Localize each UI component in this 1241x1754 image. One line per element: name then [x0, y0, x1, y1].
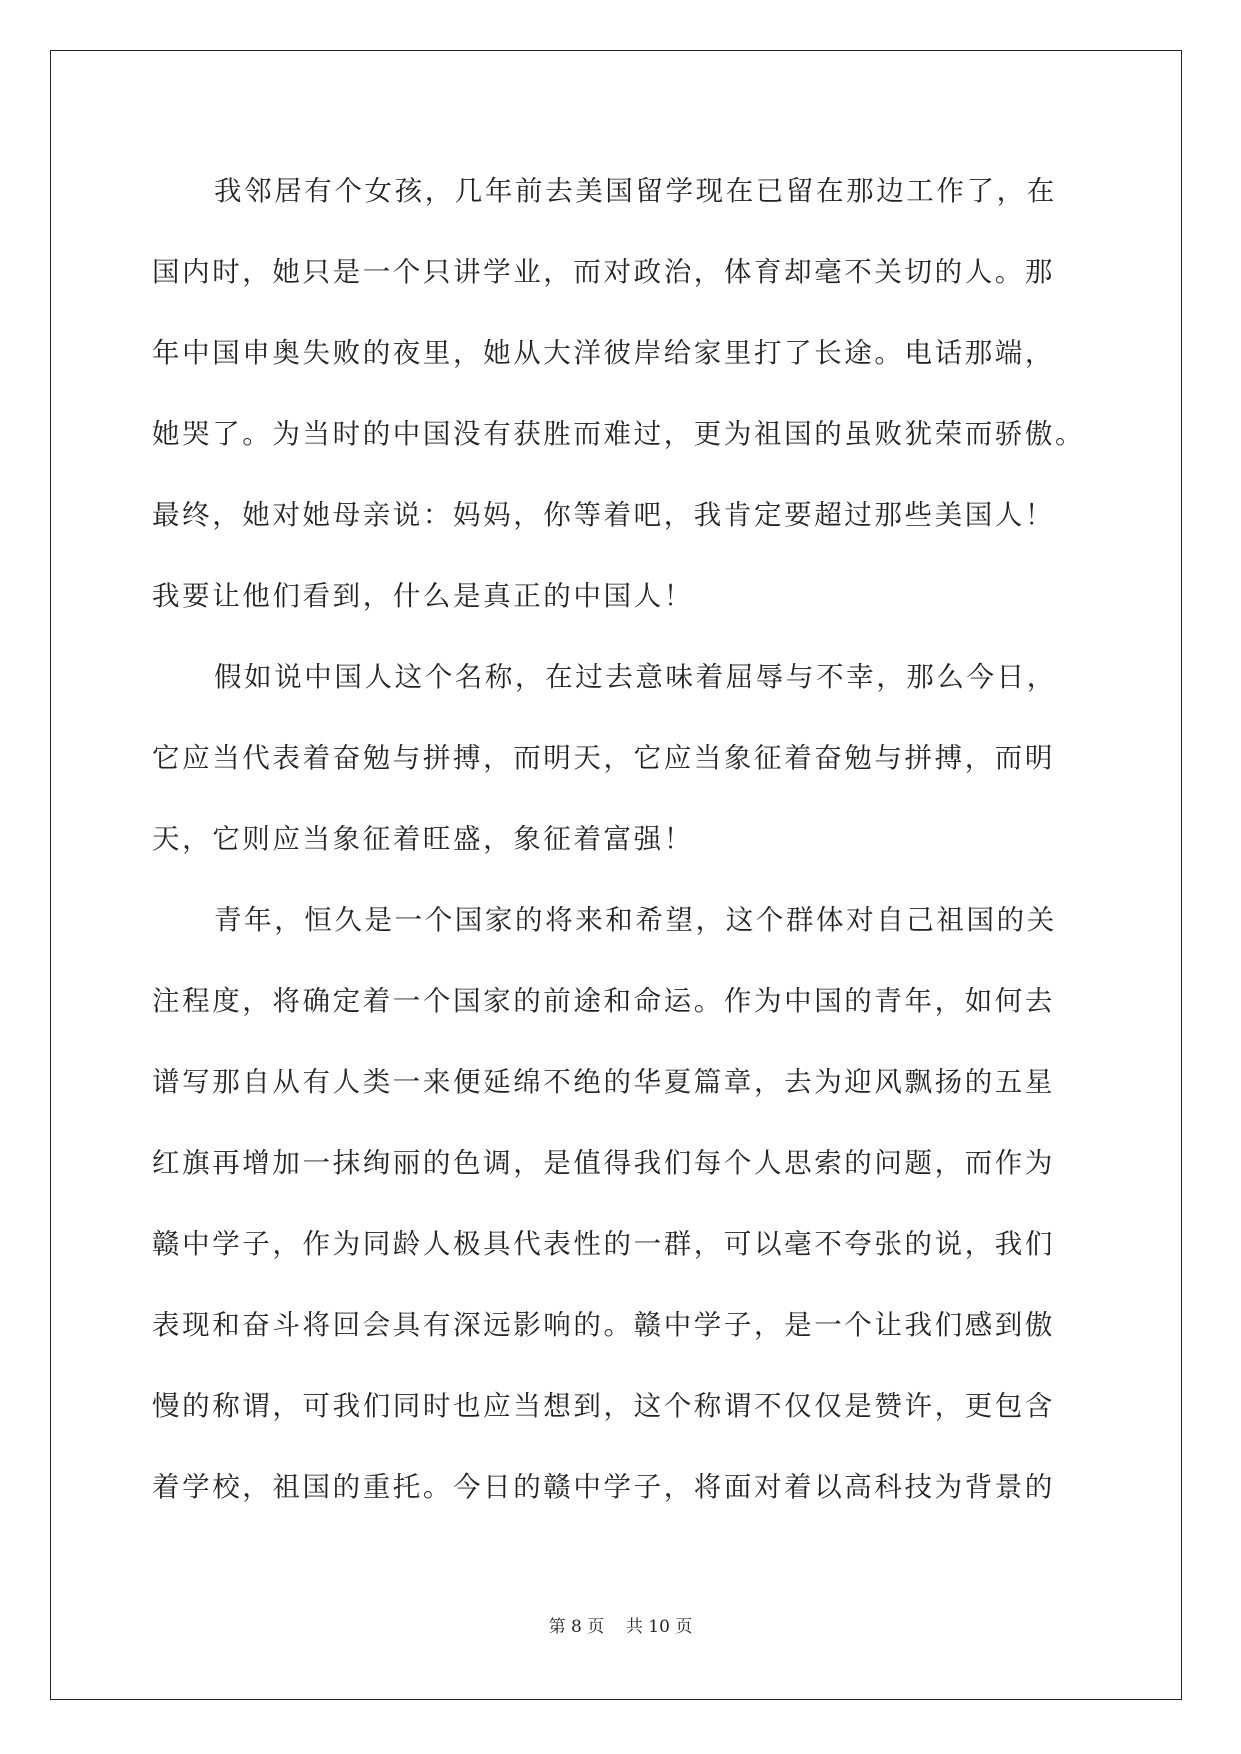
text-line: 着学校，祖国的重托。今日的赣中学子，将面对着以高科技为背景的 [152, 1471, 1055, 1503]
text-line: 红旗再增加一抹绚丽的色调，是值得我们每个人思索的问题，而作为 [152, 1147, 1055, 1179]
text-line: 青年，恒久是一个国家的将来和希望，这个群体对自己祖国的关 [214, 904, 1057, 936]
text-line: 国内时，她只是一个只讲学业，而对政治，体育却毫不关切的人。那 [152, 256, 1055, 288]
text-line: 慢的称谓，可我们同时也应当想到，这个称谓不仅仅是赞许，更包含 [152, 1390, 1055, 1422]
text-line: 我邻居有个女孩，几年前去美国留学现在已留在那边工作了，在 [214, 175, 1057, 207]
text-line: 我要让他们看到，什么是真正的中国人！ [152, 580, 694, 612]
text-line: 表现和奋斗将回会具有深远影响的。赣中学子，是一个让我们感到傲 [152, 1309, 1055, 1341]
text-line: 最终，她对她母亲说：妈妈，你等着吧，我肯定要超过那些美国人！ [152, 499, 1055, 531]
text-line: 赣中学子，作为同龄人极具代表性的一群，可以毫不夸张的说，我们 [152, 1228, 1055, 1260]
text-line: 她哭了。为当时的中国没有获胜而难过，更为祖国的虽败犹荣而骄傲。 [152, 418, 1086, 450]
text-line: 天，它则应当象征着旺盛，象征着富强！ [152, 823, 694, 855]
text-line: 它应当代表着奋勉与拼搏，而明天，它应当象征着奋勉与拼搏，而明 [152, 742, 1055, 774]
text-line: 注程度，将确定着一个国家的前途和命运。作为中国的青年，如何去 [152, 985, 1055, 1017]
text-line: 年中国申奥失败的夜里，她从大洋彼岸给家里打了长途。电话那端， [152, 337, 1055, 369]
page-number: 第 8 页 共 10 页 [548, 1617, 693, 1637]
text-line: 假如说中国人这个名称，在过去意味着屈辱与不幸，那么今日， [214, 661, 1057, 693]
text-line: 谱写那自从有人类一来便延绵不绝的华夏篇章，去为迎风飘扬的五星 [152, 1066, 1055, 1098]
document-body [152, 157, 1092, 1534]
